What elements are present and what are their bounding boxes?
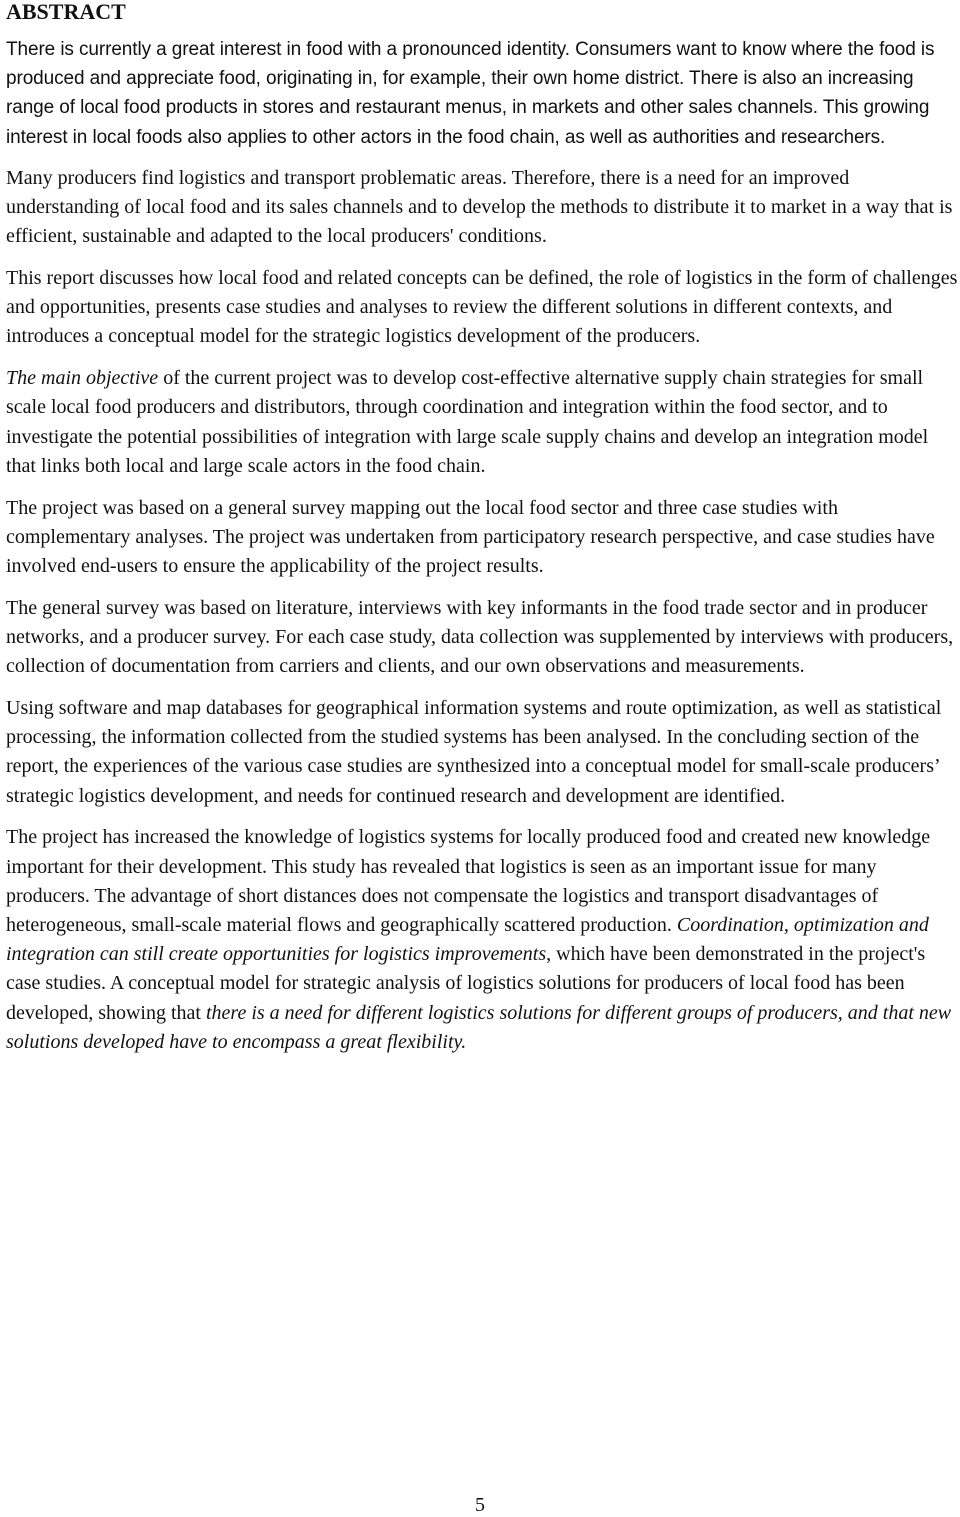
paragraph-8-emphasis-2: there is a need for different logistics solutions for different groups of producers, and that new solutions developed have to encompass a great flexibility. — [6, 1001, 952, 1053]
paragraph-1-text: There is currently a great interest in food with a pronounced identity. Consumers want to know where the food is produced and appreciate food, originating in, for example, their own home district. There is also an increasing range of local food products in stores and restaurant menus, in markets and other sales channels. This growing interest in local foods also applies to other actors in the food chain, as well as authorities and researchers. — [6, 39, 935, 148]
paragraph-8-text-b: , which have been demonstrated in the project's case studies. A conceptual model for strategic analysis of logistics solutions for producers of local food has been developed, showing that — [6, 943, 926, 1024]
main-objective-emphasis: The main objective — [6, 367, 159, 390]
paragraph-8-emphasis-1: Coordination, optimization and integration can still create opportunities for logistics improvements — [6, 914, 929, 966]
page-number: 5 — [475, 1494, 485, 1516]
paragraph-4 — [6, 364, 958, 481]
paragraph-8 — [6, 823, 958, 1057]
abstract-heading: ABSTRACT — [6, 0, 126, 24]
paragraph-1 — [6, 35, 958, 152]
paragraph-3: This report discusses how local food and related concepts can be defined, the role of logistics in the form of challenges and opportunities, presents case studies and analyses to review the different solutions in different contexts, and introduces a conceptual model for the strategic logistics development of the producers. — [6, 267, 958, 348]
paragraph-8-text-a: The project has increased the knowledge of logistics systems for locally produced food and created new knowledge important for their development. This study has revealed that logistics is seen as an important issue for many producers. The advantage of short distances does not compensate the logistics and transport disadvantages of heterogeneous, small-scale material flows and geographically scattered production. — [6, 826, 931, 937]
paragraph-2: Many producers find logistics and transport problematic areas. Therefore, there is a need for an improved understanding of local food and its sales channels and to develop the methods to distribute it to market in a way that is efficient, sustainable and adapted to the local producers' conditions. — [6, 166, 953, 248]
paragraph-7: Using software and map databases for geographical information systems and route optimization, as well as statistical processing, the information collected from the studied systems has been analysed. In the concluding section of the report, the experiences of the various case studies are synthesized into a conceptual model for small-scale producers’ strategic logistics development, and needs for continued research and development are identified. — [6, 697, 942, 807]
paragraph-6: The general survey was based on literature, interviews with key informants in the food trade sector and in producer networks, and a producer survey. For each case study, data collection was supplemented by interviews with producers, collection of documentation from carriers and clients, and our own observations and measurements. — [6, 596, 954, 678]
paragraph-4-text: of the current project was to develop cost-effective alternative supply chain strategies for small scale local food producers and distributors, through coordination and integration within the food sector, and to investigate the potential possibilities of integration with large scale supply chains and develop an integration model that links both local and large scale actors in the food chain. — [6, 367, 929, 477]
document-page — [6, 0, 958, 1070]
paragraph-5: The project was based on a general survey mapping out the local food sector and three case studies with complementary analyses. The project was undertaken from participatory research perspective, and case studies have involved end-users to ensure the applicability of the project results. — [6, 496, 935, 578]
